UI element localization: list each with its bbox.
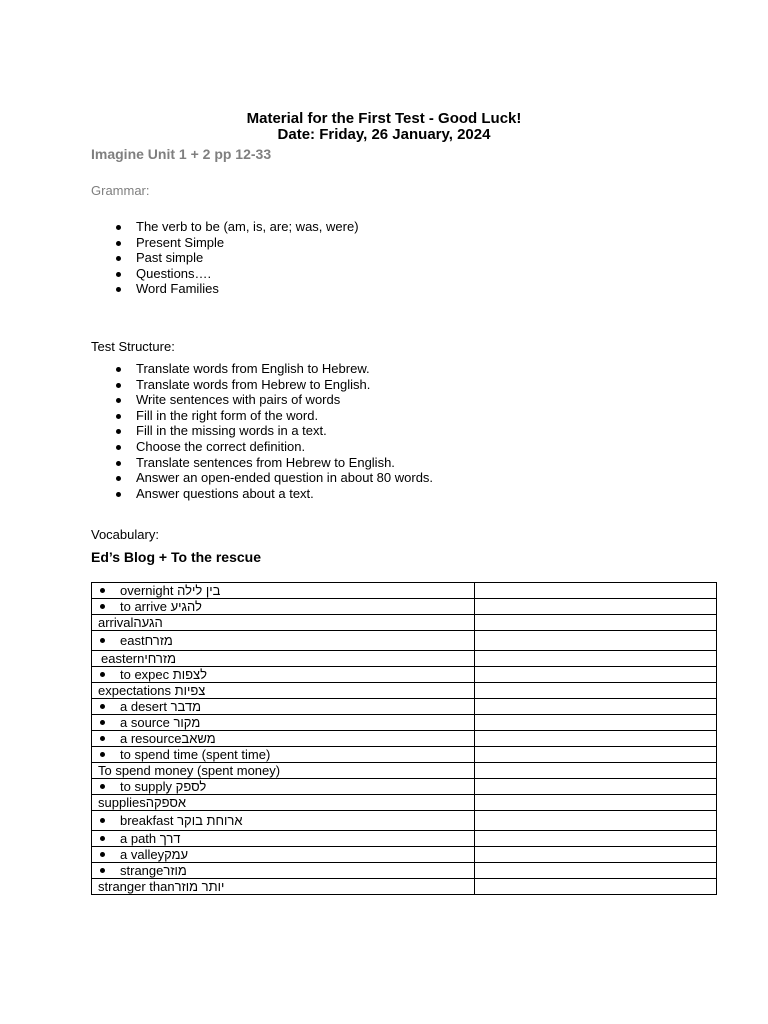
vocab-term: to supply לספק bbox=[98, 779, 474, 794]
vocab-term: to arrive להגיע bbox=[98, 599, 474, 614]
table-row bbox=[92, 631, 717, 651]
grammar-list bbox=[114, 219, 359, 297]
vocab-term: a source מקור bbox=[98, 715, 474, 730]
vocab-term: a path דרך bbox=[98, 831, 474, 846]
vocab-answer-cell bbox=[475, 599, 717, 615]
list-item: Translate words from English to Hebrew. bbox=[114, 361, 433, 377]
table-row bbox=[92, 615, 717, 631]
vocab-answer-cell bbox=[475, 747, 717, 763]
vocab-term-cell bbox=[92, 731, 475, 747]
vocab-term: a resourceמשאב bbox=[98, 731, 474, 746]
list-item: Fill in the right form of the word. bbox=[114, 408, 433, 424]
table-row bbox=[92, 863, 717, 879]
vocab-term-cell bbox=[92, 779, 475, 795]
vocab-answer-cell bbox=[475, 699, 717, 715]
vocab-answer-cell bbox=[475, 779, 717, 795]
vocab-term: overnight בין לילה bbox=[98, 583, 474, 598]
vocab-answer-cell bbox=[475, 683, 717, 699]
vocab-term-cell bbox=[92, 715, 475, 731]
list-item: Write sentences with pairs of words bbox=[114, 392, 433, 408]
vocab-term-cell bbox=[92, 879, 475, 895]
table-row bbox=[92, 651, 717, 667]
vocab-term: stranger thanיותר מוזר bbox=[98, 879, 225, 894]
list-item: Translate words from Hebrew to English. bbox=[114, 377, 433, 393]
vocab-term-cell bbox=[92, 583, 475, 599]
unit-subtitle: Imagine Unit 1 + 2 pp 12-33 bbox=[91, 146, 272, 162]
list-item: Choose the correct definition. bbox=[114, 439, 433, 455]
vocab-term: To spend money (spent money) bbox=[98, 763, 281, 778]
vocab-term: arrivalהגעה bbox=[98, 615, 163, 630]
vocabulary-label: Vocabulary: bbox=[91, 527, 159, 542]
table-row bbox=[92, 811, 717, 831]
list-item: Answer an open-ended question in about 80 words. bbox=[114, 470, 433, 486]
vocab-answer-cell bbox=[475, 631, 717, 651]
vocab-term: eastמזרח bbox=[98, 633, 474, 648]
vocab-answer-cell bbox=[475, 831, 717, 847]
vocab-term-cell bbox=[92, 651, 475, 667]
vocab-term-cell bbox=[92, 763, 475, 779]
vocab-term: a valleyעמק bbox=[98, 847, 474, 862]
table-row bbox=[92, 731, 717, 747]
vocab-term: a desert מדבר bbox=[98, 699, 474, 714]
vocab-term-cell bbox=[92, 795, 475, 811]
table-row bbox=[92, 683, 717, 699]
vocab-term-cell bbox=[92, 847, 475, 863]
vocab-term-cell bbox=[92, 615, 475, 631]
vocab-answer-cell bbox=[475, 667, 717, 683]
grammar-label: Grammar: bbox=[91, 183, 150, 198]
vocab-answer-cell bbox=[475, 811, 717, 831]
table-row bbox=[92, 715, 717, 731]
vocab-answer-cell bbox=[475, 583, 717, 599]
vocab-term: suppliesאספקה bbox=[98, 795, 187, 810]
list-item: Present Simple bbox=[114, 235, 359, 251]
vocab-term-cell bbox=[92, 811, 475, 831]
table-row bbox=[92, 583, 717, 599]
vocab-term-cell bbox=[92, 863, 475, 879]
table-row bbox=[92, 667, 717, 683]
table-row bbox=[92, 795, 717, 811]
table-row bbox=[92, 699, 717, 715]
table-row bbox=[92, 779, 717, 795]
vocab-term: to expec לצפות bbox=[98, 667, 474, 682]
vocab-term-cell bbox=[92, 683, 475, 699]
vocab-term: easternמזרחי bbox=[101, 651, 176, 666]
test-structure-list bbox=[114, 361, 433, 501]
vocab-term: breakfast ארוחת בוקר bbox=[98, 813, 474, 828]
vocab-answer-cell bbox=[475, 731, 717, 747]
vocab-term-cell bbox=[92, 699, 475, 715]
vocab-answer-cell bbox=[475, 615, 717, 631]
list-item: Fill in the missing words in a text. bbox=[114, 423, 433, 439]
vocab-answer-cell bbox=[475, 863, 717, 879]
list-item: Answer questions about a text. bbox=[114, 486, 433, 502]
vocab-term-cell bbox=[92, 631, 475, 651]
list-item: The verb to be (am, is, are; was, were) bbox=[114, 219, 359, 235]
vocab-term: expectations צפיות bbox=[98, 683, 206, 698]
test-structure-label: Test Structure: bbox=[91, 339, 175, 354]
table-row bbox=[92, 747, 717, 763]
vocabulary-table bbox=[91, 582, 717, 895]
table-row bbox=[92, 879, 717, 895]
vocab-term-cell bbox=[92, 747, 475, 763]
page-title: Material for the First Test - Good Luck! bbox=[246, 110, 522, 127]
table-row bbox=[92, 847, 717, 863]
vocab-answer-cell bbox=[475, 847, 717, 863]
table-row bbox=[92, 831, 717, 847]
vocab-term: to spend time (spent time) bbox=[98, 747, 474, 762]
vocab-answer-cell bbox=[475, 795, 717, 811]
table-row bbox=[92, 599, 717, 615]
vocabulary-heading: Ed’s Blog + To the rescue bbox=[91, 549, 261, 565]
vocab-term: strangeמוזר bbox=[98, 863, 474, 878]
test-date: Date: Friday, 26 January, 2024 bbox=[277, 126, 491, 143]
vocab-answer-cell bbox=[475, 651, 717, 667]
list-item: Past simple bbox=[114, 250, 359, 266]
vocab-term-cell bbox=[92, 667, 475, 683]
list-item: Translate sentences from Hebrew to English. bbox=[114, 455, 433, 471]
list-item: Questions…. bbox=[114, 266, 359, 282]
vocab-answer-cell bbox=[475, 715, 717, 731]
list-item: Word Families bbox=[114, 281, 359, 297]
vocab-term-cell bbox=[92, 831, 475, 847]
vocab-answer-cell bbox=[475, 879, 717, 895]
vocab-term-cell bbox=[92, 599, 475, 615]
table-row bbox=[92, 763, 717, 779]
vocab-answer-cell bbox=[475, 763, 717, 779]
